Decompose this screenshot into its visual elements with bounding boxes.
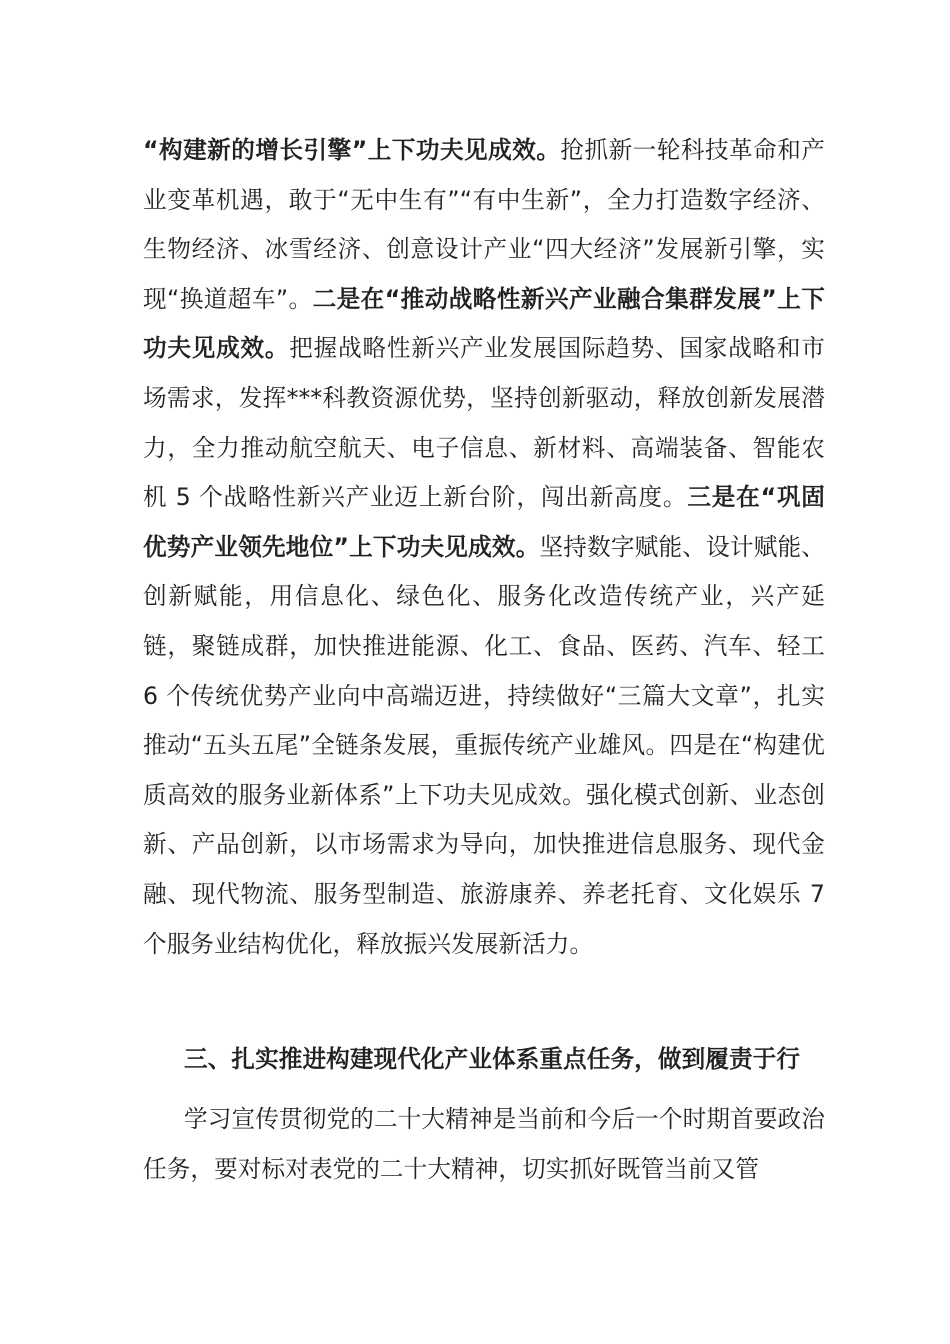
text-segment: 抢抓新一轮科技革命和产业变革机遇，敢于“无中生有”“有中生新”，全力打造数字经济、生物经济、冰雪经济、创意设计产业“四大经济”发展新引擎，实现“换道超车”。: [143, 136, 825, 313]
text-segment: 坚持数字赋能、设计赋能、创新赋能，用信息化、绿色化、服务化改造传统产业，兴产延链，聚链成群，加快推进能源、化工、食品、医药、汽车、轻工 6 个传统优势产业向中高端迈进，持续做好“三篇大文章”，扎实推动“五头五尾”全链条发展，重振传统产业雄风。四是在“构建优质高效的服务业新体系”上下功夫见成效。强化模式创新、业态创新、产品创新，以市场需求为导向，加快推进信息服务、现代金融、现代物流、服务型制造、旅游康养、养老托育、文化娱乐 7 个服务业结构优化，释放振兴发展新活力。: [143, 532, 825, 958]
bold-lead-segment: 三是在“巩固优势产业领先地位”上下功夫见成效。: [143, 483, 825, 561]
bold-lead-segment: 二是在“推动战略性新兴产业融合集群发展”上下功夫见成效。: [143, 284, 825, 363]
section-heading: 三、扎实推进构建现代化产业体系重点任务，做到履责于行: [184, 1045, 801, 1073]
text-segment: 把握战略性新兴产业发展国际趋势、国家战略和市场需求，发挥***科教资源优势，坚持创新驱动，释放创新发展潜力，全力推动航空航天、电子信息、新材料、高端装备、智能农机 5 个战略性新兴产业迈上新台阶，闯出新高度。: [143, 334, 825, 512]
body-paragraph: [143, 126, 825, 1026]
bold-lead-segment: “构建新的增长引擎”上下功夫见成效。: [143, 136, 561, 164]
body-paragraph-continued: 学习宣传贯彻党的二十大精神是当前和今后一个时期首要政治任务，要对标对表党的二十大精神，切实抓好既管当前又管: [143, 1105, 825, 1183]
